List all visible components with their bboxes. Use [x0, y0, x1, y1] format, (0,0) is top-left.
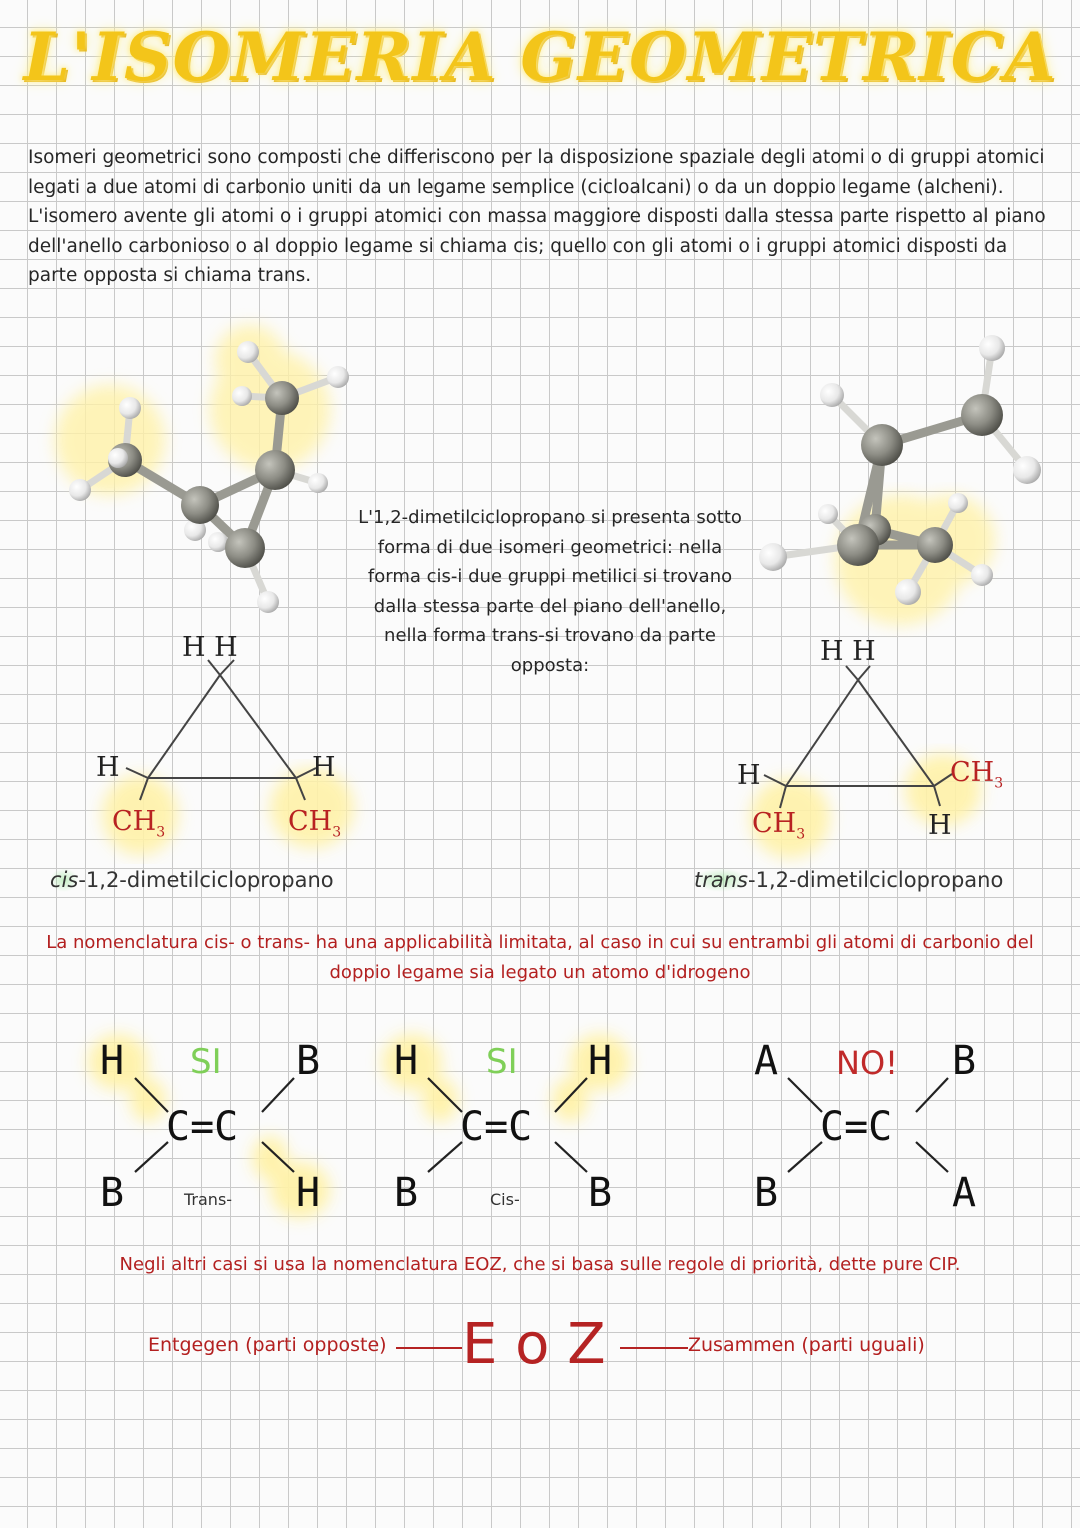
ex1-bottom-left: B [100, 1170, 125, 1216]
ex2-top-left: H [394, 1038, 419, 1084]
ex1-top-left: H [100, 1038, 125, 1084]
ex1-bottom-right: H [296, 1170, 321, 1216]
cis-prefix: cis [50, 868, 79, 892]
ex2-verdict: SI [486, 1042, 518, 1082]
middle-description: L'1,2-dimetilciclopropano si presenta sotto forma di due isomeri geometrici: nella forma cis-i due gruppi metilici si trovano dalla stessa parte del piano dell'anello, nella forma trans-si trovano da parte opposta: [358, 507, 742, 676]
intro-paragraph-2: L'isomero avente gli atomi o i gruppi atomici con massa maggiore disposti dalla stessa parte rispetto al piano dell'anello carbonioso o al doppio legame si chiama cis; quello con gli atomi o i gruppi atomici disposti da parte opposta si chiama trans. [28, 206, 1046, 286]
ex1-label: Trans- [184, 1190, 233, 1209]
trans-left-methyl: $CH_3$ [752, 808, 806, 843]
trans-left-hydrogen: H [737, 760, 761, 791]
cis-3d-model [55, 325, 349, 613]
cis-right-hydrogen: H [312, 752, 336, 783]
ex3-bottom-right: A [952, 1170, 977, 1216]
ex1-verdict: SI [190, 1042, 222, 1082]
eoz-zusammen: Zusammen (parti uguali) [688, 1334, 925, 1356]
page-title: L'ISOMERIA GEOMETRICA [23, 18, 1057, 96]
trans-top-hydrogens: H H [820, 636, 876, 667]
cis-trans-rule: La nomenclatura cis- o trans- ha una applicabilità limitata, al caso in cui su entrambi gli atomi di carbonio del doppio legame sia legato un atomo d'idrogeno [46, 932, 1034, 983]
ex3-top-right: B [952, 1038, 977, 1084]
ex2-top-right: H [588, 1038, 613, 1084]
ex3-top-left: A [754, 1038, 779, 1084]
ex2-double-bond: C=C [460, 1104, 533, 1150]
trans-caption: trans-1,2-dimetilciclopropano [694, 868, 1004, 892]
ex3-double-bond: C=C [820, 1104, 893, 1150]
ex3-bottom-left: B [754, 1170, 779, 1216]
ex1-double-bond: C=C [166, 1104, 239, 1150]
ex1-top-right: B [296, 1038, 321, 1084]
ex2-bottom-left: B [394, 1170, 419, 1216]
trans-right-hydrogen: H [928, 810, 952, 841]
cis-left-hydrogen: H [96, 752, 120, 783]
trans-3d-model [759, 335, 1041, 625]
cis-top-hydrogens: H H [182, 632, 238, 663]
ex3-verdict: NO! [836, 1044, 898, 1082]
ex2-bottom-right: B [588, 1170, 613, 1216]
cis-left-methyl: $CH_3$ [112, 806, 166, 841]
intro-paragraph-1: Isomeri geometrici sono composti che differiscono per la disposizione spaziale degli atomi o di gruppi atomici legati a due atomi di carbonio uniti da un legame semplice (cicloalcani) o da un doppio legame (alcheni). [28, 147, 1045, 198]
trans-right-methyl: $CH_3$ [950, 757, 1004, 792]
trans-prefix: trans [694, 868, 748, 892]
cis-right-methyl: $CH_3$ [288, 806, 342, 841]
cis-caption: cis-1,2-dimetilciclopropano [50, 868, 334, 892]
eoz-entgegen: Entgegen (parti opposte) [148, 1334, 387, 1356]
eoz-center: E o Z [462, 1312, 606, 1377]
eoz-description: Negli altri casi si usa la nomenclatura EOZ, che si basa sulle regole di priorità, dette pure CIP. [119, 1254, 961, 1275]
ex2-label: Cis- [490, 1190, 520, 1209]
